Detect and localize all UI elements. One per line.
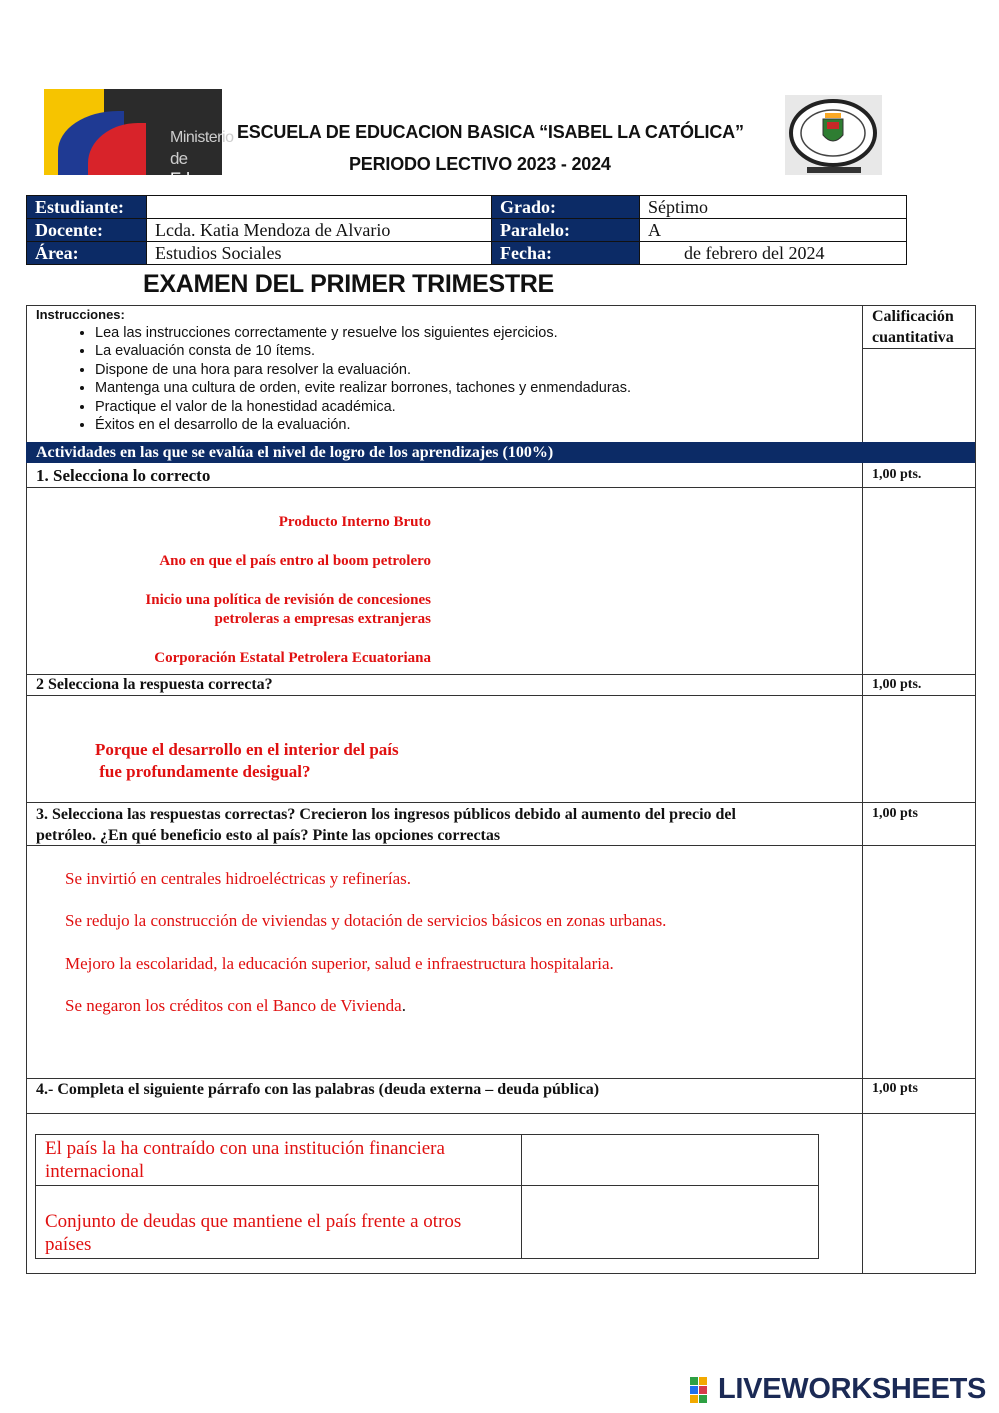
grade-input[interactable] — [863, 349, 975, 442]
q1-option[interactable]: Corporación Estatal Petrolera Ecuatoriana — [154, 650, 431, 666]
date-label: Fecha: — [492, 242, 640, 265]
grid-line — [975, 305, 976, 1273]
school-period: PERIODO LECTIVO 2023 - 2024 — [349, 154, 611, 174]
grid-line — [862, 463, 863, 1273]
instructions-list — [36, 324, 631, 434]
grid-line — [26, 487, 976, 488]
ministry-logo — [44, 89, 243, 188]
q4-row-text: Conjunto de deudas que mantiene el país frente a otros países — [36, 1186, 522, 1259]
liveworksheets-logo-icon — [690, 1377, 716, 1403]
list-item: • Practique el valor de la honestidad académica. — [95, 398, 631, 416]
list-item: • La evaluación consta de 10 ítems. — [95, 342, 631, 360]
grid-line — [26, 674, 976, 675]
q1-option[interactable]: Ano en que el país entro al boom petrolero — [159, 553, 431, 569]
teacher-label: Docente: — [27, 219, 147, 242]
q3-option[interactable]: Se redujo la construcción de viviendas y dotación de servicios básicos en zonas urbanas. — [65, 911, 667, 930]
instructions-title: Instrucciones: — [36, 307, 125, 322]
q3-option[interactable]: Se invirtió en centrales hidroeléctricas y refinerías. — [65, 869, 411, 888]
q4-answer-input[interactable] — [522, 1186, 819, 1259]
parallel-value: A — [640, 219, 907, 242]
q3-option[interactable]: Se negaron los créditos con el Banco de Vivienda. — [65, 996, 406, 1015]
q1-option[interactable]: Producto Interno Bruto — [278, 514, 431, 530]
info-row — [27, 219, 907, 242]
date-value: de febrero del 2024 — [640, 242, 907, 265]
table-row — [36, 1186, 819, 1259]
list-item: • Mantenga una cultura de orden, evite realizar borrones, tachones y enmendaduras. — [95, 379, 631, 397]
ministry-logo-line1: Ministerio — [170, 129, 234, 146]
q2-question: Porque el desarrollo en el interior del país fue profundamente desigual? — [95, 740, 399, 781]
q4-title: 4.- Completa el siguiente párrafo con las palabras (deuda externa – deuda pública) — [36, 1081, 600, 1098]
school-crest-icon — [785, 95, 882, 175]
grade-label: Grado: — [492, 196, 640, 219]
q3-option[interactable]: Mejoro la escolaridad, la educación superior, salud e infraestructura hospitalaria. — [65, 954, 614, 973]
area-label: Área: — [27, 242, 147, 265]
student-field[interactable] — [147, 196, 492, 219]
info-row — [27, 196, 907, 219]
info-row — [27, 242, 907, 265]
grid-line — [26, 1078, 976, 1079]
grade-value: Séptimo — [640, 196, 907, 219]
q1-option[interactable]: Inicio una política de revisión de concesiones — [145, 592, 431, 608]
student-info-table — [26, 195, 907, 265]
liveworksheets-brand: LIVEWORKSHEETS — [718, 1373, 987, 1405]
exam-title: EXAMEN DEL PRIMER TRIMESTRE — [143, 270, 554, 298]
q2-points: 1,00 pts. — [872, 677, 922, 692]
grid-line — [26, 305, 976, 306]
q4-row-text: El país la ha contraído con una institución financiera internacional — [36, 1135, 522, 1186]
q4-points: 1,00 pts — [872, 1081, 918, 1096]
q3-points: 1,00 pts — [872, 806, 918, 821]
ministry-logo-line2: de Educación — [170, 149, 243, 188]
grid-line — [26, 1273, 976, 1274]
list-item: • Lea las instrucciones correctamente y resuelve los siguientes ejercicios. — [95, 324, 631, 342]
q4-match-table — [35, 1134, 819, 1259]
teacher-value: Lcda. Katia Mendoza de Alvario — [147, 219, 492, 242]
grid-line — [26, 1113, 976, 1114]
list-item: • Éxitos en el desarrollo de la evaluación. — [95, 416, 631, 434]
q2-title: 2 Selecciona la respuesta correcta? — [36, 676, 273, 693]
q1-title: 1. Selecciona lo correcto — [36, 466, 211, 485]
table-row — [36, 1135, 819, 1186]
grid-line — [26, 695, 976, 696]
parallel-label: Paralelo: — [492, 219, 640, 242]
q4-answer-input[interactable] — [522, 1135, 819, 1186]
activities-bar: Actividades en las que se evalúa el nivel de logro de los aprendizajes (100%) — [26, 442, 975, 463]
q3-title: 3. Selecciona las respuestas correctas? Crecieron los ingresos públicos debido al aumento del precio del petróleo. ¿En qué beneficio esto al país? Pinte las opciones correctas — [36, 806, 736, 844]
q1-points: 1,00 pts. — [872, 467, 922, 482]
list-item: • Dispone de una hora para resolver la evaluación. — [95, 361, 631, 379]
student-label: Estudiante: — [27, 196, 147, 219]
area-value: Estudios Sociales — [147, 242, 492, 265]
q1-option-cont[interactable]: petroleras a empresas extranjeras — [214, 611, 431, 627]
grade-column-header: Calificación cuantitativa — [872, 308, 954, 346]
school-name: ESCUELA DE EDUCACION BASICA “ISABEL LA CATÓLICA” — [237, 122, 744, 142]
